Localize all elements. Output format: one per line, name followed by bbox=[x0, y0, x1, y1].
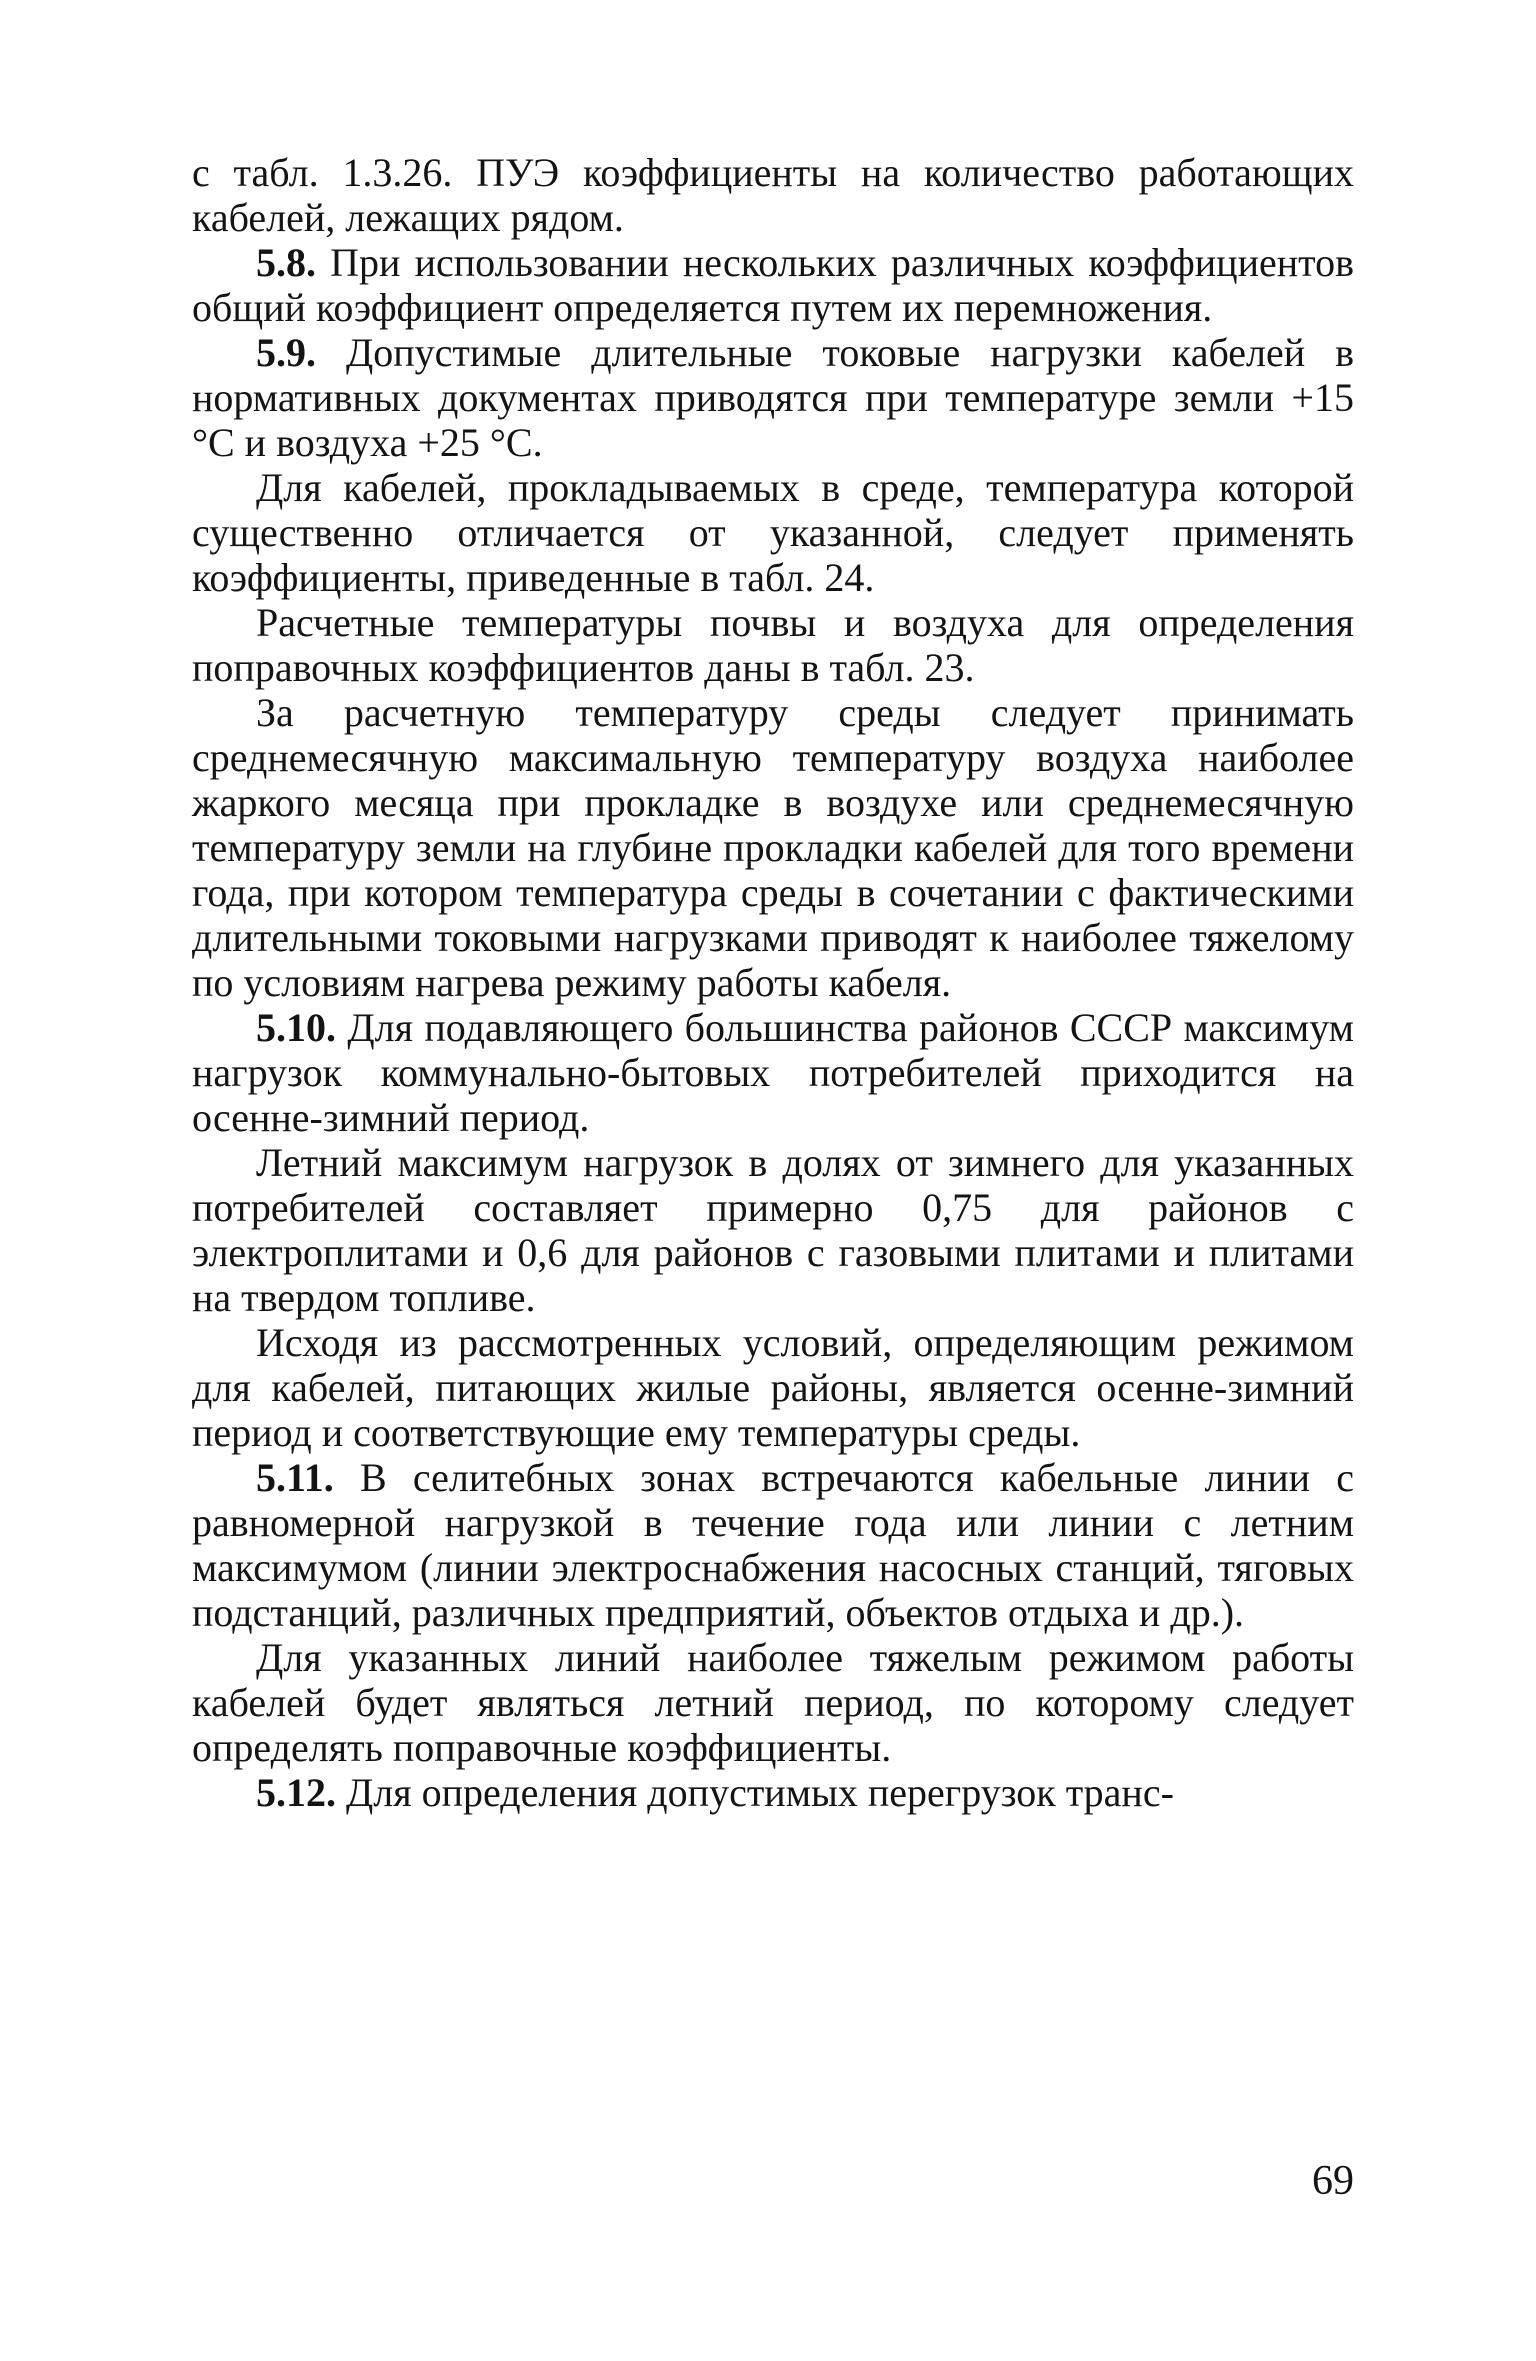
paragraph-continuation bbox=[192, 150, 1354, 240]
section-number: 5.9. bbox=[256, 330, 316, 375]
paragraph-5-10 bbox=[192, 1005, 1354, 1140]
paragraph-text: Допустимые длительные токовые нагрузки кабелей в нормативных документах приводятся при температуре земли +15 °С и воздуха +25 °С. bbox=[192, 330, 1354, 465]
paragraph-text: В селитебных зонах встречаются кабельные линии с равномерной нагрузкой в течение года или линии с летним максимумом (линии электроснабжения насосных станций, тяговых подстанций, различных предприятий, объектов отдыха и др.). bbox=[192, 1455, 1355, 1635]
paragraph-text: При использовании нескольких различных коэффициентов общий коэффициент определяется путем их перемножения. bbox=[192, 240, 1354, 330]
section-number: 5.11. bbox=[256, 1455, 334, 1500]
paragraph-text: Расчетные температуры почвы и воздуха для определения поправочных коэффициентов даны в табл. 23. bbox=[192, 600, 1354, 690]
paragraph bbox=[192, 690, 1354, 1005]
section-number: 5.10. bbox=[256, 1005, 336, 1050]
paragraph bbox=[192, 465, 1354, 600]
paragraph-text: Для кабелей, прокладываемых в среде, температура которой существенно отличается от указанной, следует применять коэффициенты, приведенные в табл. 24. bbox=[192, 465, 1354, 600]
paragraph-text: За расчетную температуру среды следует принимать среднемесячную максимальную температуру воздуха наиболее жаркого месяца при прокладке в воздухе или среднемесячную температуру земли на глубине прокладки кабелей для того времени года, при котором температура среды в сочетании с фактическими длительными токовыми нагрузками приводят к наиболее тяжелому по условиям нагрева режиму работы кабеля. bbox=[192, 690, 1354, 1005]
paragraph-5-9 bbox=[192, 330, 1354, 465]
page-text-body bbox=[192, 150, 1354, 1815]
section-number: 5.8. bbox=[256, 240, 316, 285]
paragraph-text: Для определения допустимых перегрузок транс- bbox=[346, 1770, 1174, 1815]
paragraph-5-11 bbox=[192, 1455, 1354, 1635]
paragraph-text: Летний максимум нагрузок в долях от зимнего для указанных потребителей составляет примерно 0,75 для районов с электроплитами и 0,6 для районов с газовыми плитами и плитами на твердом топливе. bbox=[192, 1140, 1354, 1320]
paragraph-5-8 bbox=[192, 240, 1354, 330]
paragraph bbox=[192, 600, 1354, 690]
paragraph-text: Для указанных линий наиболее тяжелым режимом работы кабелей будет являться летний период, по которому следует определять поправочные коэффициенты. bbox=[192, 1635, 1354, 1770]
paragraph-text: Для подавляющего большинства районов СССР максимум нагрузок коммунально-бытовых потребителей приходится на осенне-зимний период. bbox=[192, 1005, 1354, 1140]
paragraph bbox=[192, 1140, 1354, 1320]
paragraph-5-12 bbox=[192, 1770, 1354, 1815]
section-number: 5.12. bbox=[256, 1770, 336, 1815]
paragraph bbox=[192, 1320, 1354, 1455]
paragraph-text: Исходя из рассмотренных условий, определяющим режимом для кабелей, питающих жилые районы, является осенне-зимний период и соответствующие ему температуры среды. bbox=[192, 1320, 1354, 1455]
paragraph-text: с табл. 1.3.26. ПУЭ коэффициенты на количество работающих кабелей, лежащих рядом. bbox=[192, 150, 1354, 240]
paragraph bbox=[192, 1635, 1354, 1770]
page-number: 69 bbox=[1312, 2158, 1354, 2204]
